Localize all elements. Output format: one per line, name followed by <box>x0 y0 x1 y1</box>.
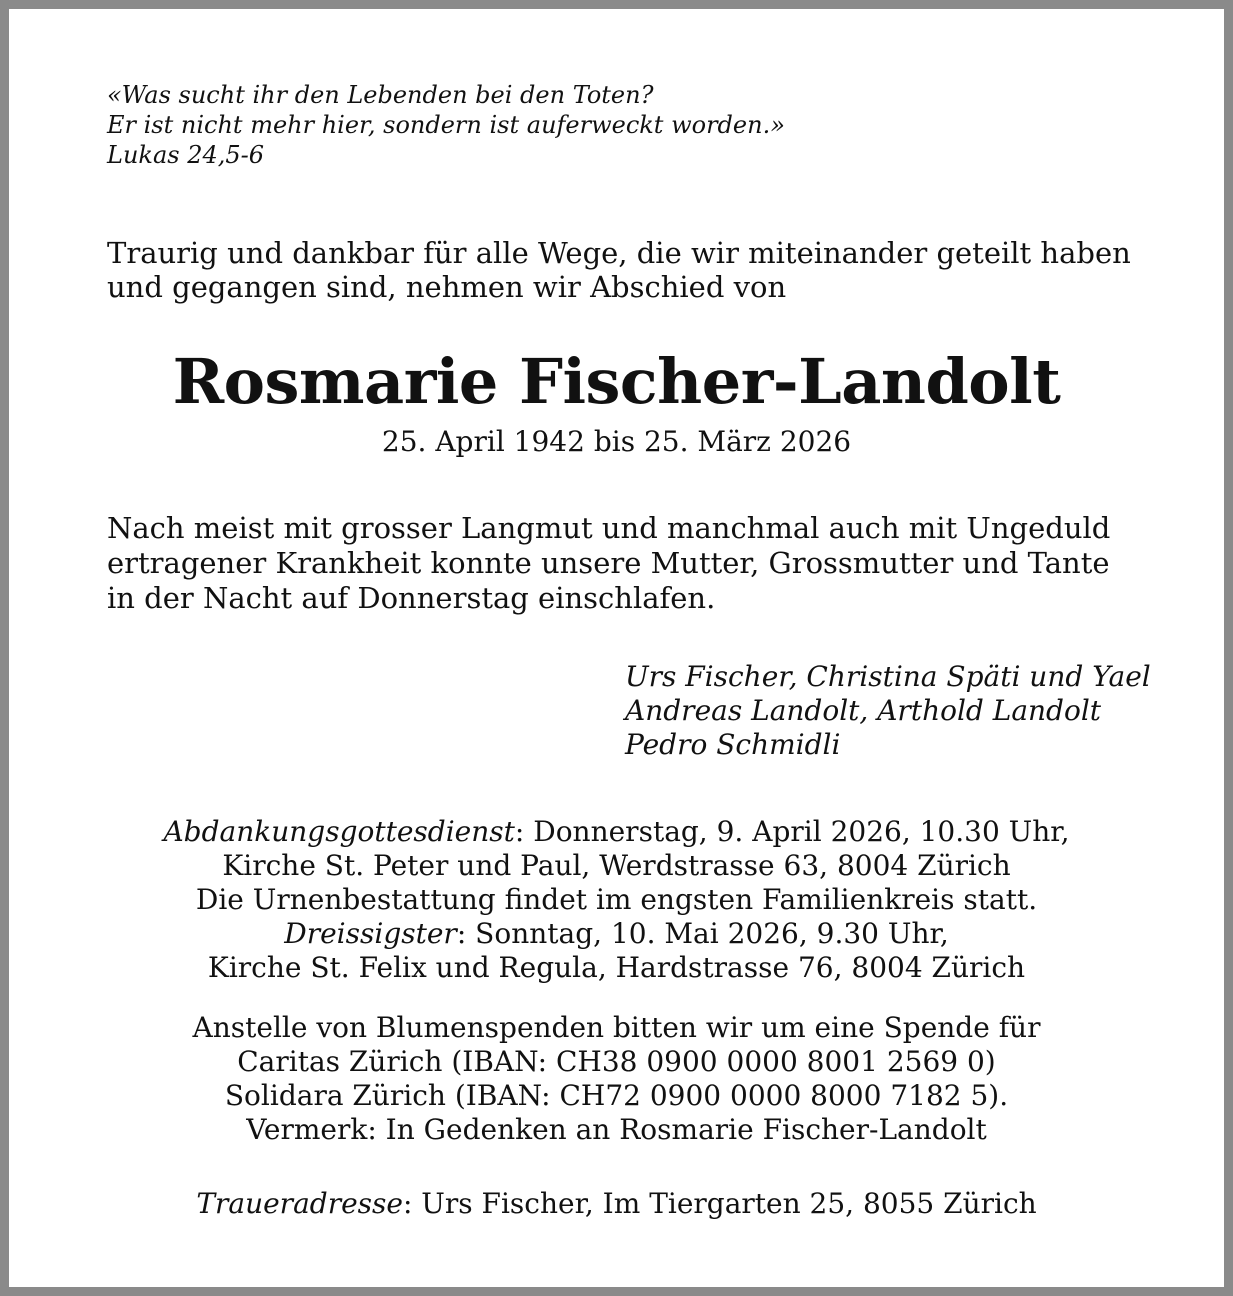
mourner-line: Andreas Landolt, Arthold Landolt <box>625 694 1102 727</box>
donation-line: Anstelle von Blumenspenden bitten wir um eine Spende für <box>192 1011 1041 1044</box>
intro-text <box>107 236 1147 304</box>
intro-line: Traurig und dankbar für alle Wege, die wir miteinander geteilt haben <box>107 236 1131 270</box>
message-line: Nach meist mit grosser Langmut und manchmal auch mit Ungeduld <box>107 511 1111 545</box>
bible-verse <box>107 80 785 170</box>
message-line: in der Nacht auf Donnerstag einschlafen. <box>107 581 716 615</box>
thirtieth-time-line <box>0 917 1233 951</box>
mourner-line: Pedro Schmidli <box>625 728 841 761</box>
verse-line: Er ist nicht mehr hier, sondern ist auferweckt worden.» <box>107 111 785 139</box>
burial-note: Die Urnenbestattung findet im engsten Familienkreis statt. <box>195 883 1038 916</box>
thirtieth-label: Dreissigster <box>284 917 457 950</box>
mourners-list <box>625 660 1151 762</box>
donation-line: Solidara Zürich (IBAN: CH72 0900 0000 8000 7182 5). <box>224 1079 1009 1112</box>
deceased-name: Rosmarie Fischer-Landolt <box>172 345 1061 418</box>
donation-line: Caritas Zürich (IBAN: CH38 0900 0000 8001 2569 0) <box>237 1045 996 1078</box>
funeral-time-line <box>0 815 1233 849</box>
mourning-address <box>0 1187 1233 1221</box>
donation-details <box>0 1011 1233 1147</box>
address-label: Traueradresse <box>196 1187 403 1220</box>
verse-line: «Was sucht ihr den Lebenden bei den Toten? <box>107 81 654 109</box>
funeral-place: Kirche St. Peter und Paul, Werdstrasse 63, 8004 Zürich <box>222 849 1011 882</box>
message-line: ertragener Krankheit konnte unsere Mutter, Grossmutter und Tante <box>107 546 1110 580</box>
funeral-time: : Donnerstag, 9. April 2026, 10.30 Uhr, <box>514 815 1070 848</box>
message-text <box>107 511 1147 616</box>
life-dates: 25. April 1942 bis 25. März 2026 <box>381 425 852 458</box>
intro-line: und gegangen sind, nehmen wir Abschied von <box>107 270 787 304</box>
donation-line: Vermerk: In Gedenken an Rosmarie Fischer-Landolt <box>246 1113 987 1146</box>
thirtieth-time: : Sonntag, 10. Mai 2026, 9.30 Uhr, <box>456 917 949 950</box>
verse-reference: Lukas 24,5-6 <box>107 141 265 169</box>
mourner-line: Urs Fischer, Christina Späti und Yael <box>625 660 1151 693</box>
service-details <box>0 815 1233 985</box>
thirtieth-place: Kirche St. Felix und Regula, Hardstrasse 76, 8004 Zürich <box>207 951 1026 984</box>
funeral-label: Abdankungsgottesdienst <box>163 815 515 848</box>
address-value: : Urs Fischer, Im Tiergarten 25, 8055 Zürich <box>402 1187 1037 1220</box>
